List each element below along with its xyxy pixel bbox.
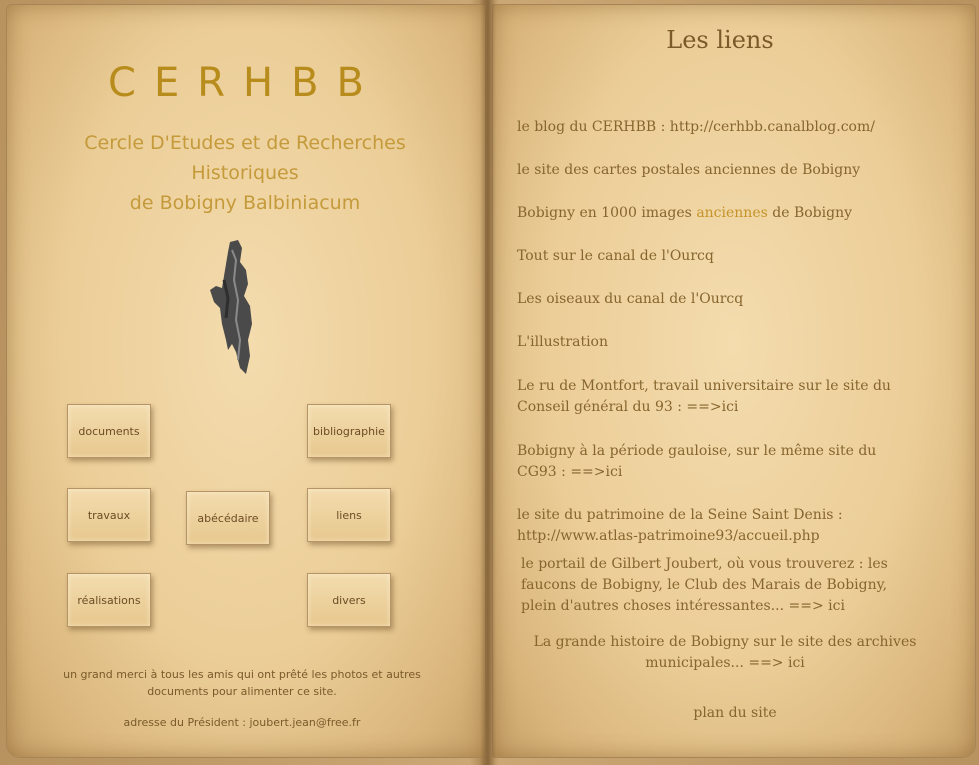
thanks-text: un grand merci à tous les amis qui ont prêté les photos et autres documents pour alimenter ce site. — [63, 668, 421, 698]
site-brand: CERHBB — [108, 60, 382, 106]
link-1000-images-highlight: anciennes — [696, 205, 768, 221]
link-ru-montfort[interactable]: Le ru de Montfort, travail universitaire sur le site du Conseil général du 93 : ==>ici — [517, 378, 891, 415]
nav-button-abecedaire[interactable]: abécédaire — [186, 491, 270, 545]
link-oiseaux[interactable]: Les oiseaux du canal de l'Ourcq — [517, 291, 744, 307]
page-title: Les liens — [666, 26, 774, 54]
link-1000-images-part3: de Bobigny — [767, 205, 852, 221]
subtitle-line-3: de Bobigny Balbiniacum — [129, 192, 361, 214]
link-illustration[interactable]: L'illustration — [517, 334, 608, 350]
subtitle-line-2: Historiques — [191, 162, 299, 184]
statue-image — [206, 240, 258, 376]
nav-button-travaux[interactable]: travaux — [67, 488, 151, 542]
site-subtitle — [60, 128, 430, 218]
nav-button-realisations[interactable]: réalisations — [67, 573, 151, 627]
nav-button-liens[interactable]: liens — [307, 488, 391, 542]
link-canal-ourcq[interactable]: Tout sur le canal de l'Ourcq — [517, 248, 714, 264]
sitemap-link[interactable]: plan du site — [693, 705, 777, 721]
president-address[interactable]: adresse du Président : joubert.jean@free.fr — [123, 716, 361, 729]
link-1000-images[interactable] — [517, 203, 917, 224]
nav-button-bibliographie[interactable]: bibliographie — [307, 404, 391, 458]
link-archives[interactable]: La grande histoire de Bobigny sur le site des archives municipales... ==> ici — [533, 634, 917, 671]
link-periode-gauloise[interactable]: Bobigny à la période gauloise, sur le même site du CG93 : ==>ici — [517, 443, 877, 480]
left-page — [6, 4, 486, 758]
nav-button-documents[interactable]: documents — [67, 404, 151, 458]
link-blog[interactable]: le blog du CERHBB : http://cerhbb.canalblog.com/ — [517, 119, 875, 135]
nav-button-divers[interactable]: divers — [307, 573, 391, 627]
link-1000-images-part1: Bobigny en 1000 images — [517, 205, 697, 221]
subtitle-line-1: Cercle D'Etudes et de Recherches — [84, 132, 406, 154]
book-gutter — [480, 0, 496, 765]
link-cartes-postales[interactable]: le site des cartes postales anciennes de Bobigny — [517, 162, 861, 178]
link-portail-joubert[interactable]: le portail de Gilbert Joubert, où vous trouverez : les faucons de Bobigny, le Club des Marais de Bobigny, plein d'autres choses intéressantes... ==> ici — [521, 556, 888, 614]
link-patrimoine[interactable]: le site du patrimoine de la Seine Saint Denis : http://www.atlas-patrimoine93/accueil.php — [517, 507, 843, 544]
